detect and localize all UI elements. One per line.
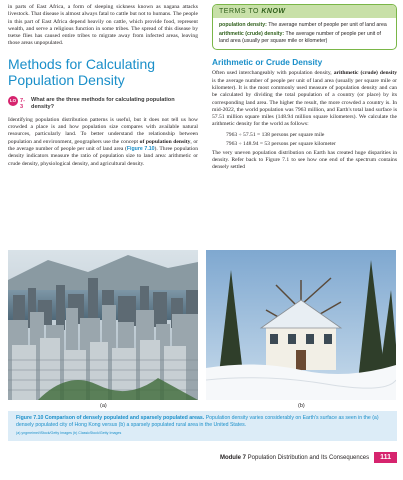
city-skyline-image [8, 250, 198, 400]
page-footer [220, 452, 397, 463]
formula-per-square-kilometer: 7963 ÷ 148.94 = 53 persons per square kilometer [226, 140, 336, 147]
caption-label: Figure 7.10 Comparison of densely populated and sparsely populated areas. [16, 415, 205, 421]
term-name: arithmetic (crude) density: [219, 30, 285, 37]
lo-number: 7-3 [20, 97, 25, 110]
page-number: 111 [374, 452, 397, 463]
density-paragraph-part-3: ). Three population density indicators measure the ratio of population size to land area: arithmetic or crude density, physiological density, and agricultural density. [8, 145, 199, 167]
term-definition [219, 22, 390, 29]
caption-text [16, 415, 389, 429]
section-heading: Methods for Calculating Population Density [8, 55, 156, 88]
terms-heading-prefix: TERMS TO [219, 8, 259, 15]
intro-paragraph: in parts of East Africa, a form of sleeping sickness known as nagana attacks livestock. That disease is almost always fatal to cattle but not to humans. The people in this part of East Africa depend heavily on cattle, which provide food, represent wealth, and serve a religious function in some tribes. The spread of this disease by tsetse flies has caused entire tribes to migrate away from infected areas, leaving those areas unpopulated. [8, 4, 198, 47]
photo-credit: (a) yngmeimei/iStock/Getty Images (b) ClassicStock/Getty Images [16, 430, 122, 435]
footer-chapter-title: Population Distribution and Its Consequences [247, 454, 370, 461]
lo-badge-icon: LO [8, 96, 18, 106]
terms-box-body [213, 18, 396, 49]
caption-body: Population density varies considerably on Earth's surface as seen in the (a) densely populated city of Hong Kong versus (b) a sparsely populated rural area in the United States. [16, 415, 379, 428]
footer-module: Module 7 [219, 454, 246, 461]
subsection-heading: Arithmetic or Crude Density [212, 57, 323, 68]
photo-label-b: (b) [298, 403, 305, 409]
term-arithmetic-density: arithmetic (crude) density [333, 70, 397, 77]
arithmetic-paragraph-part-2: is the average number of people per unit of land area (usually per square mile or kilometer). It is the most commonly used measure of population density and can be calculated by dividing the total population of a country (or place) by its corresponding land area. The higher the result, the more crowded a country is. In mid-2022, the world population was 7963 million, and Earth's total land surface is 57.51 million square miles (148.94 million square kilometers). We calculate the arithmetic density for the world as follows: [212, 77, 397, 128]
term-definition [219, 31, 390, 45]
figure-reference-link[interactable]: Figure 7.10 [126, 145, 155, 152]
terms-heading-keyword: KNOW [261, 8, 286, 15]
learning-objective [8, 95, 198, 111]
arithmetic-density-paragraph [212, 70, 397, 128]
density-paragraph-part-1: Identifying population distribution patterns is useful, but it does not tell us how crowded a place is and how population size compares with available natural resources, particularly land. To better understand the relationship between population and environment, geographers use the concept [8, 116, 198, 145]
term-definition-text: The average number of people per unit of land area [266, 22, 387, 28]
term-name: population density: [219, 22, 267, 28]
figure-caption [8, 411, 397, 441]
footer-title [220, 455, 369, 461]
rural-house-image [206, 250, 396, 400]
arithmetic-paragraph-part-1: Often used interchangeably with population density, [212, 70, 334, 77]
terms-to-know-box [212, 4, 397, 50]
lo-question: What are the three methods for calculating population density? [31, 96, 175, 110]
term-definition-text: The average number of people per unit of land area (usually per square mile or kilometer) [219, 30, 381, 44]
photo-dense-city [8, 250, 198, 400]
terms-box-heading [213, 5, 396, 18]
density-paragraph [8, 117, 198, 168]
term-population-density: of population density [139, 138, 191, 145]
disparity-paragraph: The very uneven population distribution on Earth has created huge disparities in density. Refer back to Figure 7.1 to see how one end of the spectrum contains densely settled [212, 149, 397, 171]
photo-rural-house [206, 250, 396, 400]
left-column [8, 4, 198, 168]
photo-label-a: (a) [100, 403, 107, 409]
right-column [212, 4, 397, 172]
density-paragraph-part-2: , or the average number of people per unit of land area ( [8, 138, 199, 152]
formula-per-square-mile: 7963 ÷ 57.51 = 138 persons per square mile [226, 131, 325, 138]
